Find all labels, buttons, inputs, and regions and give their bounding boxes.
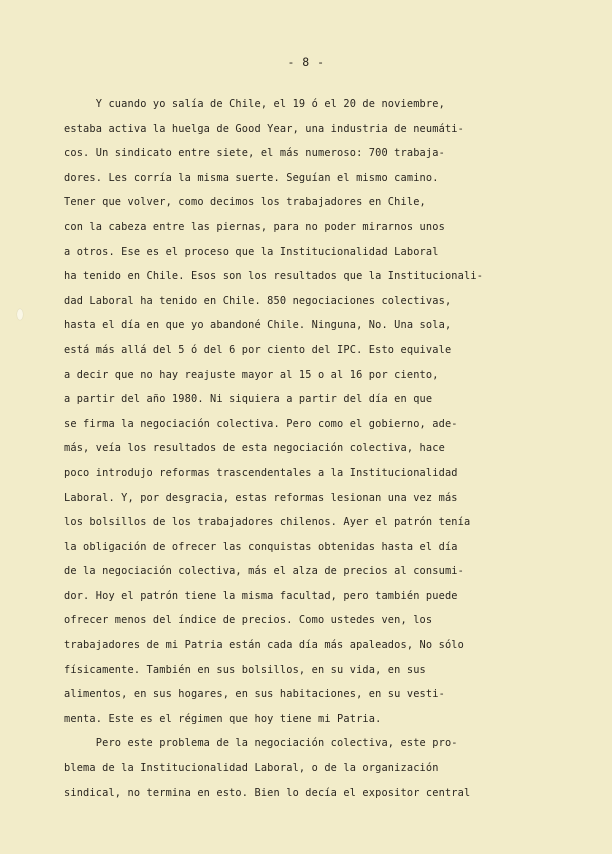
text-line: ofrecer menos del índice de precios. Como ustedes ven, los <box>64 614 433 627</box>
text-line: ha tenido en Chile. Esos son los resultados que la Institucionali- <box>64 270 484 283</box>
body-text <box>64 92 564 805</box>
punch-hole <box>17 309 23 320</box>
text-line: Laboral. Y, por desgracia, estas reformas lesionan una vez más <box>64 491 458 504</box>
text-line: se firma la negociación colectiva. Pero como el gobierno, ade- <box>64 417 458 430</box>
text-line: de la negociación colectiva, más el alza de precios al consumi- <box>64 565 465 578</box>
text-line: a partir del año 1980. Ni siquiera a partir del día en que <box>64 393 433 406</box>
text-line: blema de la Institucionalidad Laboral, o de la organización <box>64 762 439 775</box>
text-line: Tener que volver, como decimos los trabajadores en Chile, <box>64 196 426 209</box>
text-line: poco introdujo reformas trascendentales a la Institucionalidad <box>64 466 458 479</box>
text-line: a decir que no hay reajuste mayor al 15 o al 16 por ciento, <box>64 368 439 381</box>
text-line: está más allá del 5 ó del 6 por ciento del IPC. Esto equivale <box>64 343 452 356</box>
text-line: cos. Un sindicato entre siete, el más numeroso: 700 trabaja- <box>64 147 445 160</box>
text-line: más, veía los resultados de esta negociación colectiva, hace <box>64 442 445 455</box>
text-line: trabajadores de mi Patria están cada día más apaleados, No sólo <box>64 639 465 652</box>
text-line: dores. Les corría la misma suerte. Seguían el mismo camino. <box>64 171 439 184</box>
text-line: los bolsillos de los trabajadores chilenos. Ayer el patrón tenía <box>64 516 471 529</box>
text-line: físicamente. También en sus bolsillos, en su vida, en sus <box>64 663 426 676</box>
text-line: la obligación de ofrecer las conquistas obtenidas hasta el día <box>64 540 458 553</box>
text-line: hasta el día en que yo abandoné Chile. Ninguna, No. Una sola, <box>64 319 452 332</box>
text-line: menta. Este es el régimen que hoy tiene mi Patria. <box>64 712 382 725</box>
text-line: dad Laboral ha tenido en Chile. 850 negociaciones colectivas, <box>64 294 452 307</box>
text-line: con la cabeza entre las piernas, para no poder mirarnos unos <box>64 220 445 233</box>
text-line: Y cuando yo salía de Chile, el 19 ó el 20 de noviembre, <box>64 98 445 110</box>
text-line: dor. Hoy el patrón tiene la misma facultad, pero también puede <box>64 589 458 602</box>
page-number: - 8 - <box>287 55 325 69</box>
text-line: sindical, no termina en esto. Bien lo decía el expositor central <box>64 786 471 799</box>
text-line: Pero este problema de la negociación colectiva, este pro- <box>64 737 458 750</box>
text-line: alimentos, en sus hogares, en sus habitaciones, en su vesti- <box>64 688 445 701</box>
text-line: estaba activa la huelga de Good Year, una industria de neumáti- <box>64 122 465 135</box>
text-line: a otros. Ese es el proceso que la Institucionalidad Laboral <box>64 245 439 258</box>
